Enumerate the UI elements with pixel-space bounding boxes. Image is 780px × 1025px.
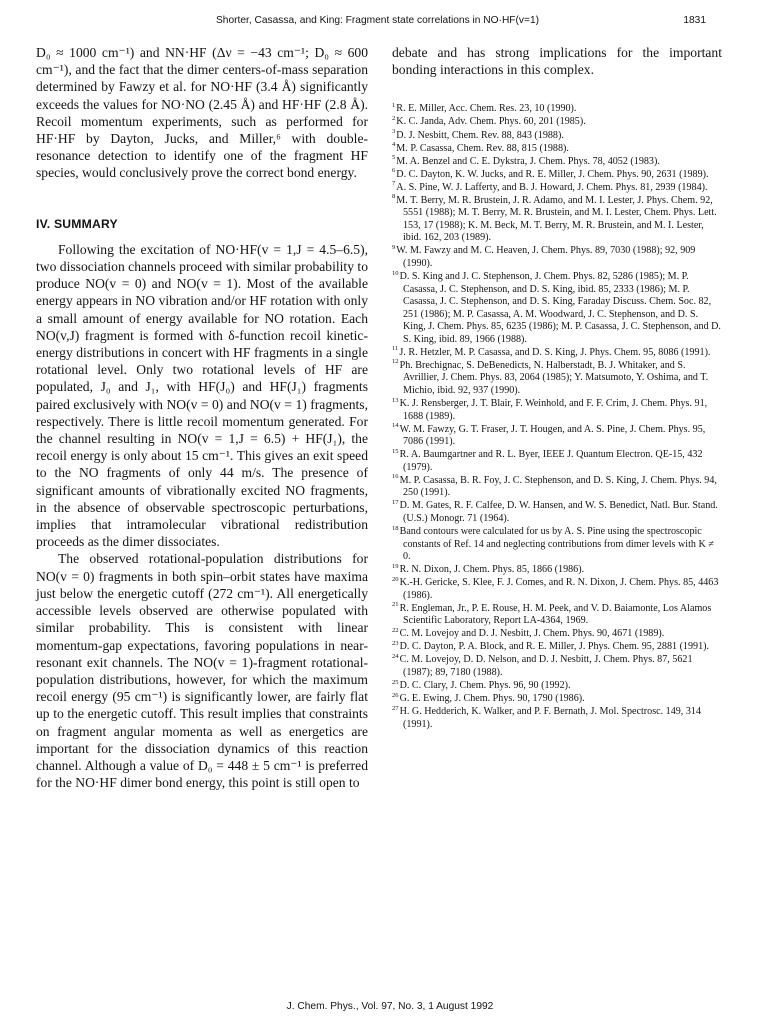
summary-paragraph-2: The observed rotational-population distributions for NO(v = 0) fragments in both spin–orbit states have maxima just below the energetic cutoff (272 cm⁻¹). All energetically accessible levels observed are otherwise populated with similar probability. This is consistent with linear momentum-gap expectations, favoring populations in near-resonant exit channels. The NO(v = 1)-fragment rotational-population distributions, however, for which the maximum recoil energy (95 cm⁻¹) is significantly lower, are fairly flat up to the energetic cutoff. This result implies that constraints on fragment angular momenta as well as energetics are important for the dissociation dynamics of this reaction channel. Although a value of D₀ = 448 ± 5 cm⁻¹ is preferred for the NO·HF dimer bond energy, this point is still open to [36, 551, 368, 791]
reference-number: 14 [392, 422, 399, 430]
carryover-paragraph: D₀ ≈ 1000 cm⁻¹) and NN·HF (Δν = −43 cm⁻¹; D₀ ≈ 600 cm⁻¹), and the fact that the dimer centers-of-mass separation determined by Fawzy et al. for NO·HF (3.4 Å) significantly exceeds the values for NO·NO (2.45 Å) and HF·HF (2.8 Å). Recoil momentum experiments, such as performed for HF·HF by Dayton, Jucks, and Miller,⁶ with double-resonance detection to identify one of the fragment HF species, would conclusively prove the correct bond energy. [36, 45, 368, 181]
reference-number: 7 [392, 180, 396, 188]
reference-item [392, 398, 722, 423]
reference-number: 26 [392, 691, 399, 699]
reference-number: 16 [392, 473, 399, 481]
reference-text: K.-H. Gericke, S. Klee, F. J. Comes, and R. N. Dixon, J. Chem. Phys. 85, 4463 (1986). [399, 577, 719, 601]
reference-text: Ph. Brechignac, S. DeBenedicts, N. Halberstadt, B. J. Whitaker, and S. Avrillier, J. Chem. Phys. 83, 2064 (1985); Y. Matsumoto, Y. Oshima, and T. Michio, ibid. 92, 937 (1990). [399, 359, 709, 396]
reference-number: 19 [392, 562, 399, 570]
reference-number: 1 [392, 102, 396, 110]
reference-text: A. S. Pine, W. J. Lafferty, and B. J. Howard, J. Chem. Phys. 81, 2939 (1984). [396, 181, 708, 193]
reference-item [392, 526, 722, 564]
reference-text: K. C. Janda, Adv. Chem. Phys. 60, 201 (1985). [396, 116, 586, 128]
reference-text: K. J. Rensberger, J. T. Blair, F. Weinhold, and F. F. Crim, J. Chem. Phys. 91, 1688 (1989). [399, 397, 708, 422]
reference-text: C. M. Lovejoy, D. D. Nelson, and D. J. Nesbitt, J. Chem. Phys. 87, 5621 (1987); 89, 7180 (1988). [399, 654, 693, 678]
reference-item [392, 680, 722, 693]
running-header [0, 15, 780, 29]
reference-text: D. J. Nesbitt, Chem. Rev. 88, 843 (1988). [396, 129, 564, 141]
reference-number: 12 [392, 358, 399, 366]
reference-number: 21 [392, 601, 399, 609]
reference-text: R. E. Miller, Acc. Chem. Res. 23, 10 (1990). [396, 103, 577, 115]
running-title: Shorter, Casassa, and King: Fragment state correlations in NO·HF(v=1) [216, 15, 540, 26]
reference-number: 13 [392, 396, 399, 404]
reference-text: M. P. Casassa, B. R. Foy, J. C. Stephenson, and D. S. King, J. Chem. Phys. 94, 250 (1991). [399, 474, 717, 499]
reference-item [392, 143, 722, 156]
reference-item [392, 628, 722, 641]
summary-paragraph-1: Following the excitation of NO·HF(v = 1,J = 4.5–6.5), two dissociation channels proceed with similar probability to produce NO(v = 0) and NO(v = 1). Most of the available energy appears in NO vibration and/or HF rotation with only a small amount of energy available for NO rotation. Each NO(v,J) fragment is formed with δ-function recoil kinetic-energy distributions in concert with HF fragments in a single rotational level. Only two rotational levels of HF are populated, J₀ and J₁, with HF(J₀) and HF(J₁) fragments paired exclusively with NO(v = 0) and NO(v = 1) fragments, respectively. There is little recoil momentum generated. For the channel resulting in NO(v = 1,J = 6.5) + HF(J₁), the recoil energy is only about 15 cm⁻¹. This gives an exit speed to the NO fragments of only 44 m/s. The presence of significant amounts of vibrationally excited NO fragments, in the absence of observable spectroscopic perturbations, implies that intramolecular vibrational redistribution proceeds as the dimer dissociates. [36, 241, 368, 550]
reference-number: 5 [392, 154, 396, 162]
section-heading: IV. SUMMARY [36, 216, 118, 231]
reference-number: 22 [392, 626, 399, 634]
reference-text: D. C. Dayton, K. W. Jucks, and R. E. Miller, J. Chem. Phys. 90, 2631 (1989). [396, 168, 709, 180]
reference-item [392, 360, 722, 398]
reference-item [392, 577, 722, 602]
reference-item [392, 475, 722, 500]
reference-item [392, 116, 722, 129]
reference-item [392, 245, 722, 270]
right-column [392, 44, 722, 732]
reference-item [392, 271, 722, 346]
conclusion-text: debate and has strong implications for the important bonding interactions in this complex. [392, 45, 722, 78]
reference-text: D. S. King and J. C. Stephenson, J. Chem. Phys. 82, 5286 (1985); M. P. Casassa, J. C. Stephenson, and D. S. King, ibid. 85, 2333 (1986); M. P. Casassa, J. C. Stephenson, and D. S. King, Faraday Discuss. Chem. Soc. 82, 251 (1986); M. P. Casassa, A. M. Woodward, J. C. Stephenson, and D. S. King, J. Chem. Phys. 85, 6235 (1986); M. P. Casassa, J. C. Stephenson, and D. S. King, ibid. 89, 1966 (1988). [399, 271, 721, 345]
reference-text: W. M. Fawzy and M. C. Heaven, J. Chem. Phys. 89, 7030 (1988); 92, 909 (1990). [396, 245, 696, 269]
reference-number: 11 [392, 345, 399, 353]
reference-item [392, 603, 722, 628]
reference-item [392, 564, 722, 577]
reference-number: 17 [392, 499, 399, 506]
reference-text: C. M. Lovejoy and D. J. Nesbitt, J. Chem. Phys. 90, 4671 (1989). [399, 628, 665, 640]
reference-item [392, 169, 722, 182]
reference-text: J. R. Hetzler, M. P. Casassa, and D. S. King, J. Phys. Chem. 95, 8086 (1991). [399, 346, 711, 358]
reference-text: M. P. Casassa, Chem. Rev. 88, 815 (1988). [396, 142, 569, 154]
reference-text: R. A. Baumgartner and R. L. Byer, IEEE J. Quantum Electron. QE-15, 432 (1979). [399, 449, 703, 473]
reference-item [392, 449, 722, 474]
reference-text: W. M. Fawzy, G. T. Fraser, J. T. Hougen, and A. S. Pine, J. Chem. Phys. 95, 7086 (1991). [399, 423, 706, 448]
reference-number: 25 [392, 678, 399, 686]
reference-text: M. T. Berry, M. R. Brustein, J. R. Adamo, and M. I. Lester, J. Phys. Chem. 92, 5551 (1988); M. T. Berry, M. R. Brustein, and M. I. Lester, Chem. Phys. Lett. 153, 17 (1988); K. M. Beck, M. T. Berry, M. R. Brustein, and M. I. Lester, ibid. 162, 203 (1989). [396, 194, 717, 244]
reference-text: D. M. Gates, R. F. Calfee, D. W. Hansen, and W. S. Benedict, Natl. Bur. Stand. (U.S.) Monogr. 71 (1964). [399, 500, 718, 524]
reference-number: 24 [392, 653, 399, 661]
reference-text: D. C. Clary, J. Chem. Phys. 96, 90 (1992). [399, 680, 571, 692]
reference-item [392, 195, 722, 245]
reference-number: 23 [392, 640, 399, 648]
reference-text: R. N. Dixon, J. Chem. Phys. 85, 1866 (1986). [399, 564, 585, 576]
reference-item [392, 654, 722, 679]
reference-text: R. Engleman, Jr., P. E. Rouse, H. M. Peek, and V. D. Baiamonte, Los Alamos Scientific Laboratory, Report LA-4364, 1969. [399, 602, 712, 627]
reference-number: 4 [392, 141, 396, 149]
reference-item [392, 424, 722, 449]
reference-item [392, 130, 722, 143]
reference-item [392, 103, 722, 116]
reference-number: 20 [392, 575, 399, 583]
reference-number: 6 [392, 167, 396, 175]
reference-number: 27 [392, 704, 399, 712]
reference-list [392, 103, 722, 731]
reference-text: H. G. Hedderich, K. Walker, and P. F. Bernath, J. Mol. Spectrosc. 149, 314 (1991). [399, 706, 701, 730]
reference-text: M. A. Benzel and C. E. Dykstra, J. Chem. Phys. 78, 4052 (1983). [396, 155, 660, 167]
reference-item [392, 641, 722, 654]
reference-number: 2 [392, 115, 396, 123]
reference-number: 18 [392, 524, 399, 532]
footer-citation: J. Chem. Phys., Vol. 97, No. 3, 1 August 1992 [286, 1001, 494, 1012]
reference-text: D. C. Dayton, P. A. Block, and R. E. Miller, J. Phys. Chem. 95, 2881 (1991). [399, 641, 710, 653]
reference-item [392, 500, 722, 525]
reference-number: 9 [392, 244, 396, 252]
page-number: 1831 [683, 15, 706, 26]
reference-item [392, 706, 722, 731]
reference-text: Band contours were calculated for us by A. S. Pine using the spectroscopic constants of Ref. 14 and neglecting contributions from dimer levels with K ≠ 0. [399, 525, 714, 563]
reference-item [392, 182, 722, 195]
reference-number: 3 [392, 128, 396, 136]
reference-item [392, 156, 722, 169]
reference-item [392, 347, 722, 360]
left-column [36, 44, 368, 791]
reference-item [392, 693, 722, 706]
reference-number: 8 [392, 193, 396, 201]
reference-number: 10 [392, 269, 399, 277]
reference-number: 15 [392, 447, 399, 455]
reference-text: G. E. Ewing, J. Chem. Phys. 90, 1790 (1986). [399, 693, 585, 705]
